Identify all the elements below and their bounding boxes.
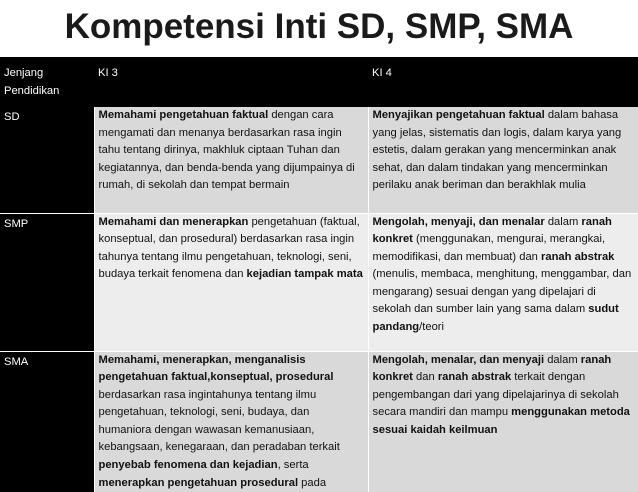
- header-level-line1: Jenjang: [4, 67, 44, 79]
- text-run: , serta: [277, 459, 309, 472]
- bold-text-run: ranah konkret: [372, 353, 612, 384]
- bold-text-run: ranah abstrak: [437, 371, 512, 384]
- text-run: dan: [412, 371, 438, 384]
- ki4-cell: [368, 213, 638, 351]
- header-ki4: KI 4: [368, 57, 638, 107]
- level-cell: SMA: [0, 351, 94, 492]
- table-row: [0, 351, 638, 492]
- bold-text-run: ranah konkret: [372, 215, 612, 246]
- bold-text-run: ranah abstrak: [541, 250, 615, 263]
- bold-text-run: kejadian tampak mata: [246, 268, 363, 281]
- bold-text-run: sudut pandang: [372, 303, 619, 334]
- text-run: dalam: [544, 215, 582, 228]
- ki4-cell: [368, 107, 638, 213]
- bold-text-run: Menyajikan pengetahuan faktual: [372, 109, 545, 121]
- text-run: dalam: [544, 353, 581, 366]
- bold-text-run: Mengolah, menyaji, dan menalar: [372, 215, 545, 228]
- bold-text-run: Memahami, menerapkan, menganalisis pengetahuan faktual,konseptual, prosedural: [98, 353, 334, 384]
- text-run: (menggunakan, mengurai, merangkai, memodifikasi, dan membuat) dan: [372, 233, 606, 263]
- bold-text-run: menerapkan pengetahuan prosedural: [98, 476, 299, 489]
- level-cell: SMP: [0, 213, 94, 351]
- header-level: [0, 57, 94, 107]
- ki4-cell: [368, 351, 638, 492]
- text-run: terkait dengan pengembangan dari yang dipelajarinya di sekolah secara mandiri dan mampu: [372, 371, 619, 419]
- level-cell: SD: [0, 107, 94, 213]
- text-run: berdasarkan rasa ingintahunya tentang ilmu pengetahuan, teknologi, seni, budaya, dan humaniora dengan wawasan kemanusiaan, kebangsaan, kenegaraan, dan peradaban terkait: [98, 388, 340, 454]
- ki3-cell: [94, 213, 368, 351]
- text-run: pengetahuan (faktual, konseptual, dan prosedural) berdasarkan rasa ingin tahunya tentang ilmu pengetahuan, teknologi, seni, budaya terkait fenomena dan: [98, 215, 360, 281]
- bold-text-run: Memahami pengetahuan faktual: [98, 109, 269, 121]
- table-row: [0, 107, 638, 213]
- header-ki3: KI 3: [94, 57, 368, 107]
- text-run: (menulis, membaca, menghitung, menggambar, dan mengarang) sesuai dengan yang dipelajari di sekolah dan sumber lain yang sama dalam: [372, 268, 632, 316]
- text-run: /teori: [419, 321, 444, 334]
- ki3-cell: [94, 351, 368, 492]
- page-title: Kompetensi Inti SD, SMP, SMA: [64, 7, 574, 46]
- bold-text-run: Memahami dan menerapkan: [98, 215, 249, 228]
- ki3-cell: [94, 107, 368, 213]
- text-run: dalam bahasa yang jelas, sistematis dan logis, dalam karya yang estetis, dalam gerakan yang mencerminkan anak sehat, dan dalam tindakan yang mencerminkan perilaku anak beriman dan berakhlak mulia: [372, 109, 622, 192]
- bold-text-run: penyebab fenomena dan kejadian: [98, 459, 278, 472]
- competency-table: [0, 57, 638, 492]
- header-row: [0, 57, 638, 107]
- bold-text-run: menggunakan metoda sesuai kaidah keilmuan: [372, 406, 630, 436]
- header-level-line2: Pendidikan: [4, 84, 60, 97]
- table-row: [0, 213, 638, 351]
- bold-text-run: Mengolah, menalar, dan menyaji: [372, 353, 545, 366]
- text-run: dengan cara mengamati dan menanya berdasarkan rasa ingin tahu tentang dirinya, makhluk ciptaan Tuhan dan kegiatannya, dan benda-benda yang dijumpainya di rumah, di sekolah dan tempat bermain: [98, 109, 355, 192]
- text-run: pada: [298, 476, 327, 489]
